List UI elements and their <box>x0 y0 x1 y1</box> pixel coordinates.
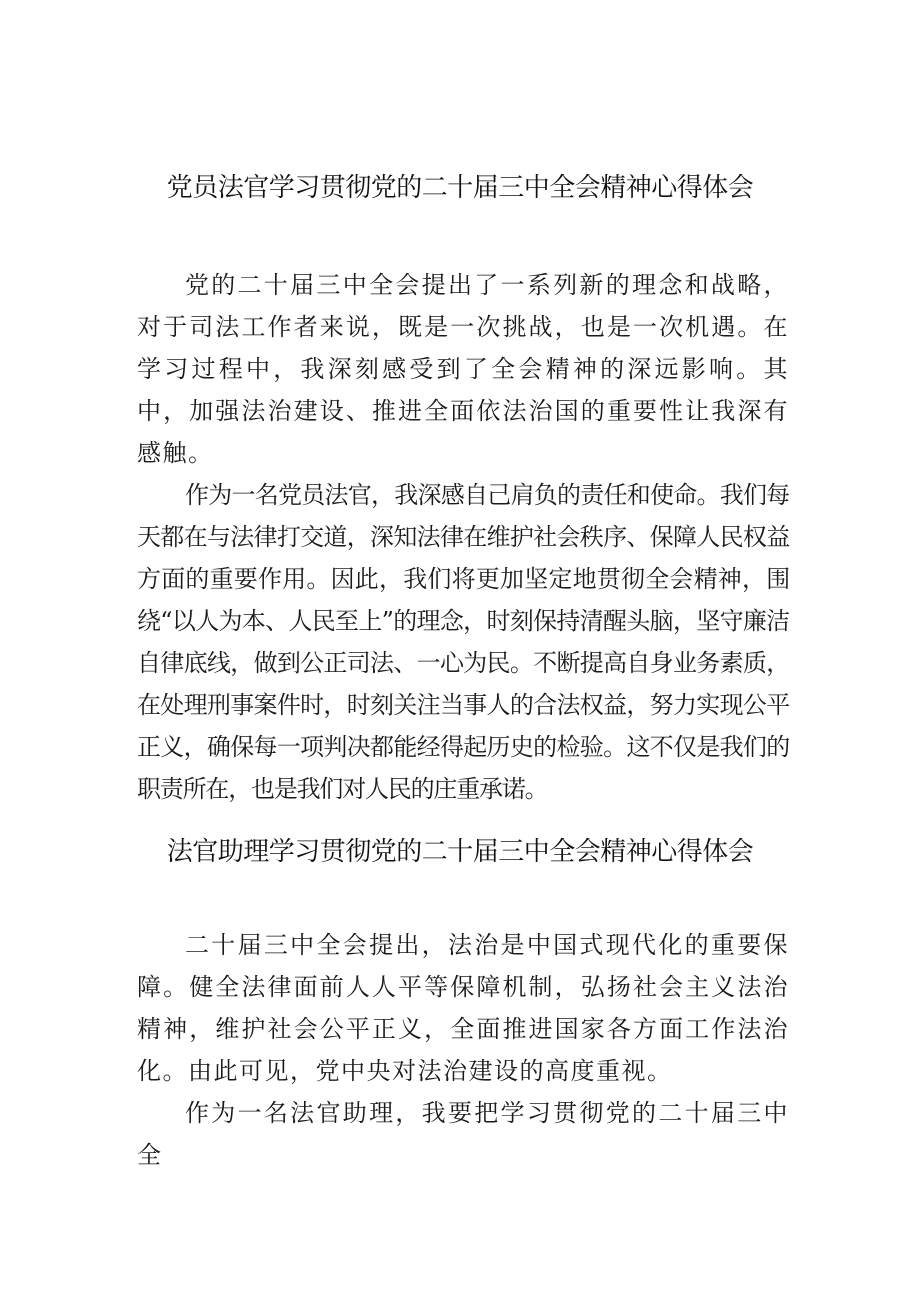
section-2-paragraph-1: 二十届三中全会提出，法治是中国式现代化的重要保障。健全法律面前人人平等保障机制，弘扬社会主义法治精神，维护社会公平正义，全面推进国家各方面工作法治化。由此可见，党中央对法治建设的高度重视。 <box>137 931 789 1085</box>
section-1-paragraph-2: 作为一名党员法官，我深感自己肩负的责任和使命。我们每天都在与法律打交道，深知法律在维护社会秩序、保障人民权益方面的重要作用。因此，我们将更加坚定地贯彻全会精神，围绕“以人为本、人民至上”的理念，时刻保持清醒头脑，坚守廉洁自律底线，做到公正司法、一心为民。不断提高自身业务素质，在处理刑事案件时，时刻关注当事人的合法权益，努力实现公平正义，确保每一项判决都能经得起历史的检验。这不仅是我们的职责所在，也是我们对人民的庄重承诺。 <box>137 481 789 803</box>
section-2-paragraph-2: 作为一名法官助理，我要把学习贯彻党的二十届三中全 <box>137 1099 789 1169</box>
section-1-paragraph-1: 党的二十届三中全会提出了一系列新的理念和战略，对于司法工作者来说，既是一次挑战，也是一次机遇。在学习过程中，我深刻感受到了全会精神的深远影响。其中，加强法治建设、推进全面依法治国的重要性让我深有感触。 <box>137 271 789 467</box>
section-1-title: 党员法官学习贯彻党的二十届三中全会精神心得体会 <box>166 173 754 203</box>
section-2-title: 法官助理学习贯彻党的二十届三中全会精神心得体会 <box>166 837 754 867</box>
section-1-body <box>137 264 789 810</box>
section-2-body <box>137 924 789 1176</box>
